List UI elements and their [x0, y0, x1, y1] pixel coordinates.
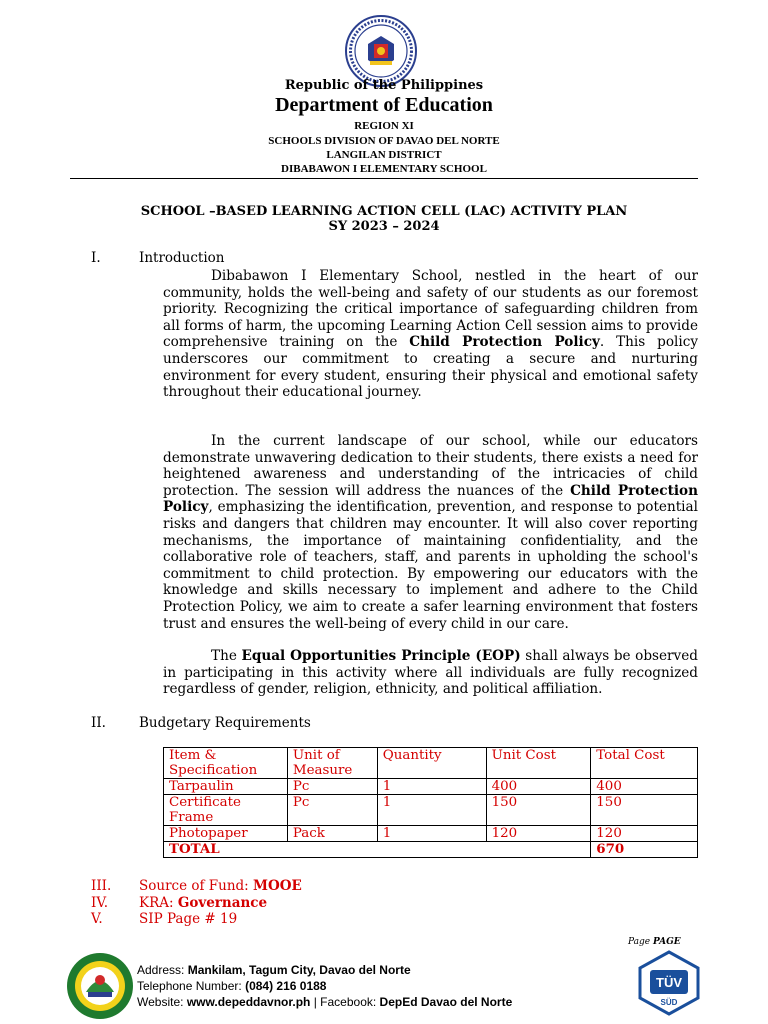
total-value: 670	[591, 842, 698, 858]
table-cell: 400	[486, 779, 591, 795]
plan-school-year: SY 2023 – 2024	[328, 219, 440, 234]
table-cell: Pc	[287, 795, 377, 826]
section-label: Source of Fund:	[139, 878, 254, 894]
section-label: Budgetary Requirements	[139, 715, 311, 731]
table-row	[164, 795, 698, 826]
table-cell: 150	[591, 795, 698, 826]
tuv-text: TÜV	[656, 975, 682, 990]
facebook-link[interactable]: DepEd Davao del Norte	[379, 995, 513, 1009]
header-cell: Total Cost	[591, 748, 698, 779]
page-number	[628, 937, 681, 947]
page-label: Page	[628, 937, 651, 947]
section-number: IV.	[91, 895, 109, 911]
school-label: DIBABAWON I ELEMENTARY SCHOOL	[281, 163, 487, 175]
section-number: III.	[91, 878, 112, 894]
section-label: SIP Page # 19	[139, 911, 238, 927]
section-label: Introduction	[139, 250, 225, 266]
budget-table	[163, 747, 698, 858]
tuv-certification-icon	[636, 950, 702, 1016]
kra-value: Governance	[177, 895, 268, 911]
header-cell: Quantity	[377, 748, 486, 779]
table-cell: Certificate Frame	[164, 795, 288, 826]
fund-value: MOOE	[253, 878, 302, 894]
district-label: LANGILAN DISTRICT	[326, 149, 442, 161]
table-cell: Photopaper	[164, 826, 288, 842]
table-cell: Tarpaulin	[164, 779, 288, 795]
tuv-sub-text: SÜD	[660, 998, 678, 1007]
footer-web: Website: www.depeddavnor.ph | Facebook: DepEd Davao del Norte	[137, 995, 513, 1009]
page-value: PAGE	[652, 937, 681, 947]
table-cell: 120	[486, 826, 591, 842]
intro-paragraph-2: In the current landscape of our school, while our educators demonstrate unwavering dedication to their students, there exists a need for heightened awareness and understanding of the intricacies of child protection. The session will address the nuances of the Child Protection Policy, emphasizing the identification, prevention, and response to potential risks and dangers that children may encounter. It will also cover reporting mechanisms, the importance of maintaining confidentiality, and the collaborative role of teachers, staff, and parents in upholding the school's commitment to child protection. By empowering our educators with the knowledge and skills necessary to implement and adhere to the Child Protection Policy, we aim to create a safer learning environment that fosters trust and ensures the well-being of every child in our care.	[163, 433, 698, 632]
table-cell: 150	[486, 795, 591, 826]
website-link[interactable]: www.depeddavnor.ph	[186, 995, 311, 1009]
table-cell: Pack	[287, 826, 377, 842]
table-cell: 400	[591, 779, 698, 795]
section-number: V.	[91, 911, 103, 927]
intro-paragraph-1: Dibabawon I Elementary School, nestled in the heart of our community, holds the well-being and safety of our students as our foremost priority. Recognizing the critical importance of safeguarding children from all forms of harm, the upcoming Learning Action Cell session aims to provide comprehensive training on the Child Protection Policy. This policy underscores our commitment to creating a secure and nurturing environment for every student, ensuring their physical and emotional safety throughout their educational journey.	[163, 268, 699, 401]
header-divider	[70, 178, 698, 179]
division-logo-icon	[66, 952, 134, 1020]
table-header-row	[164, 748, 698, 779]
table-cell: 1	[377, 795, 486, 826]
table-cell: 1	[377, 826, 486, 842]
table-cell: 1	[377, 779, 486, 795]
plan-title: SCHOOL –BASED LEARNING ACTION CELL (LAC) ACTIVITY PLAN	[140, 204, 628, 219]
header-cell: Item & Specification	[164, 748, 288, 779]
footer-contact	[137, 962, 537, 1010]
division-label: SCHOOLS DIVISION OF DAVAO DEL NORTE	[268, 135, 500, 147]
section-number: I.	[91, 250, 101, 266]
department-heading: Department of Education	[275, 94, 493, 116]
footer-telephone: Telephone Number: (084) 216 0188	[137, 979, 327, 993]
table-row	[164, 826, 698, 842]
section-number: II.	[91, 715, 106, 731]
republic-heading: Republic of the Philippines	[284, 78, 484, 93]
total-label: TOTAL	[164, 842, 591, 858]
footer-address: Address: Mankilam, Tagum City, Davao del Norte	[137, 963, 411, 977]
table-cell: Pc	[287, 779, 377, 795]
section-label: KRA:	[139, 895, 178, 911]
intro-paragraph-3: The Equal Opportunities Principle (EOP) shall always be observed in participating in this activity where all individuals are fully recognized regardless of gender, religion, ethnicity, and political affiliation.	[163, 648, 698, 698]
table-row	[164, 779, 698, 795]
deped-seal-icon	[344, 14, 418, 88]
header-cell: Unit Cost	[486, 748, 591, 779]
table-cell: 120	[591, 826, 698, 842]
header-cell: Unit of Measure	[287, 748, 377, 779]
region-label: REGION XI	[354, 120, 414, 132]
table-total-row	[164, 842, 698, 858]
